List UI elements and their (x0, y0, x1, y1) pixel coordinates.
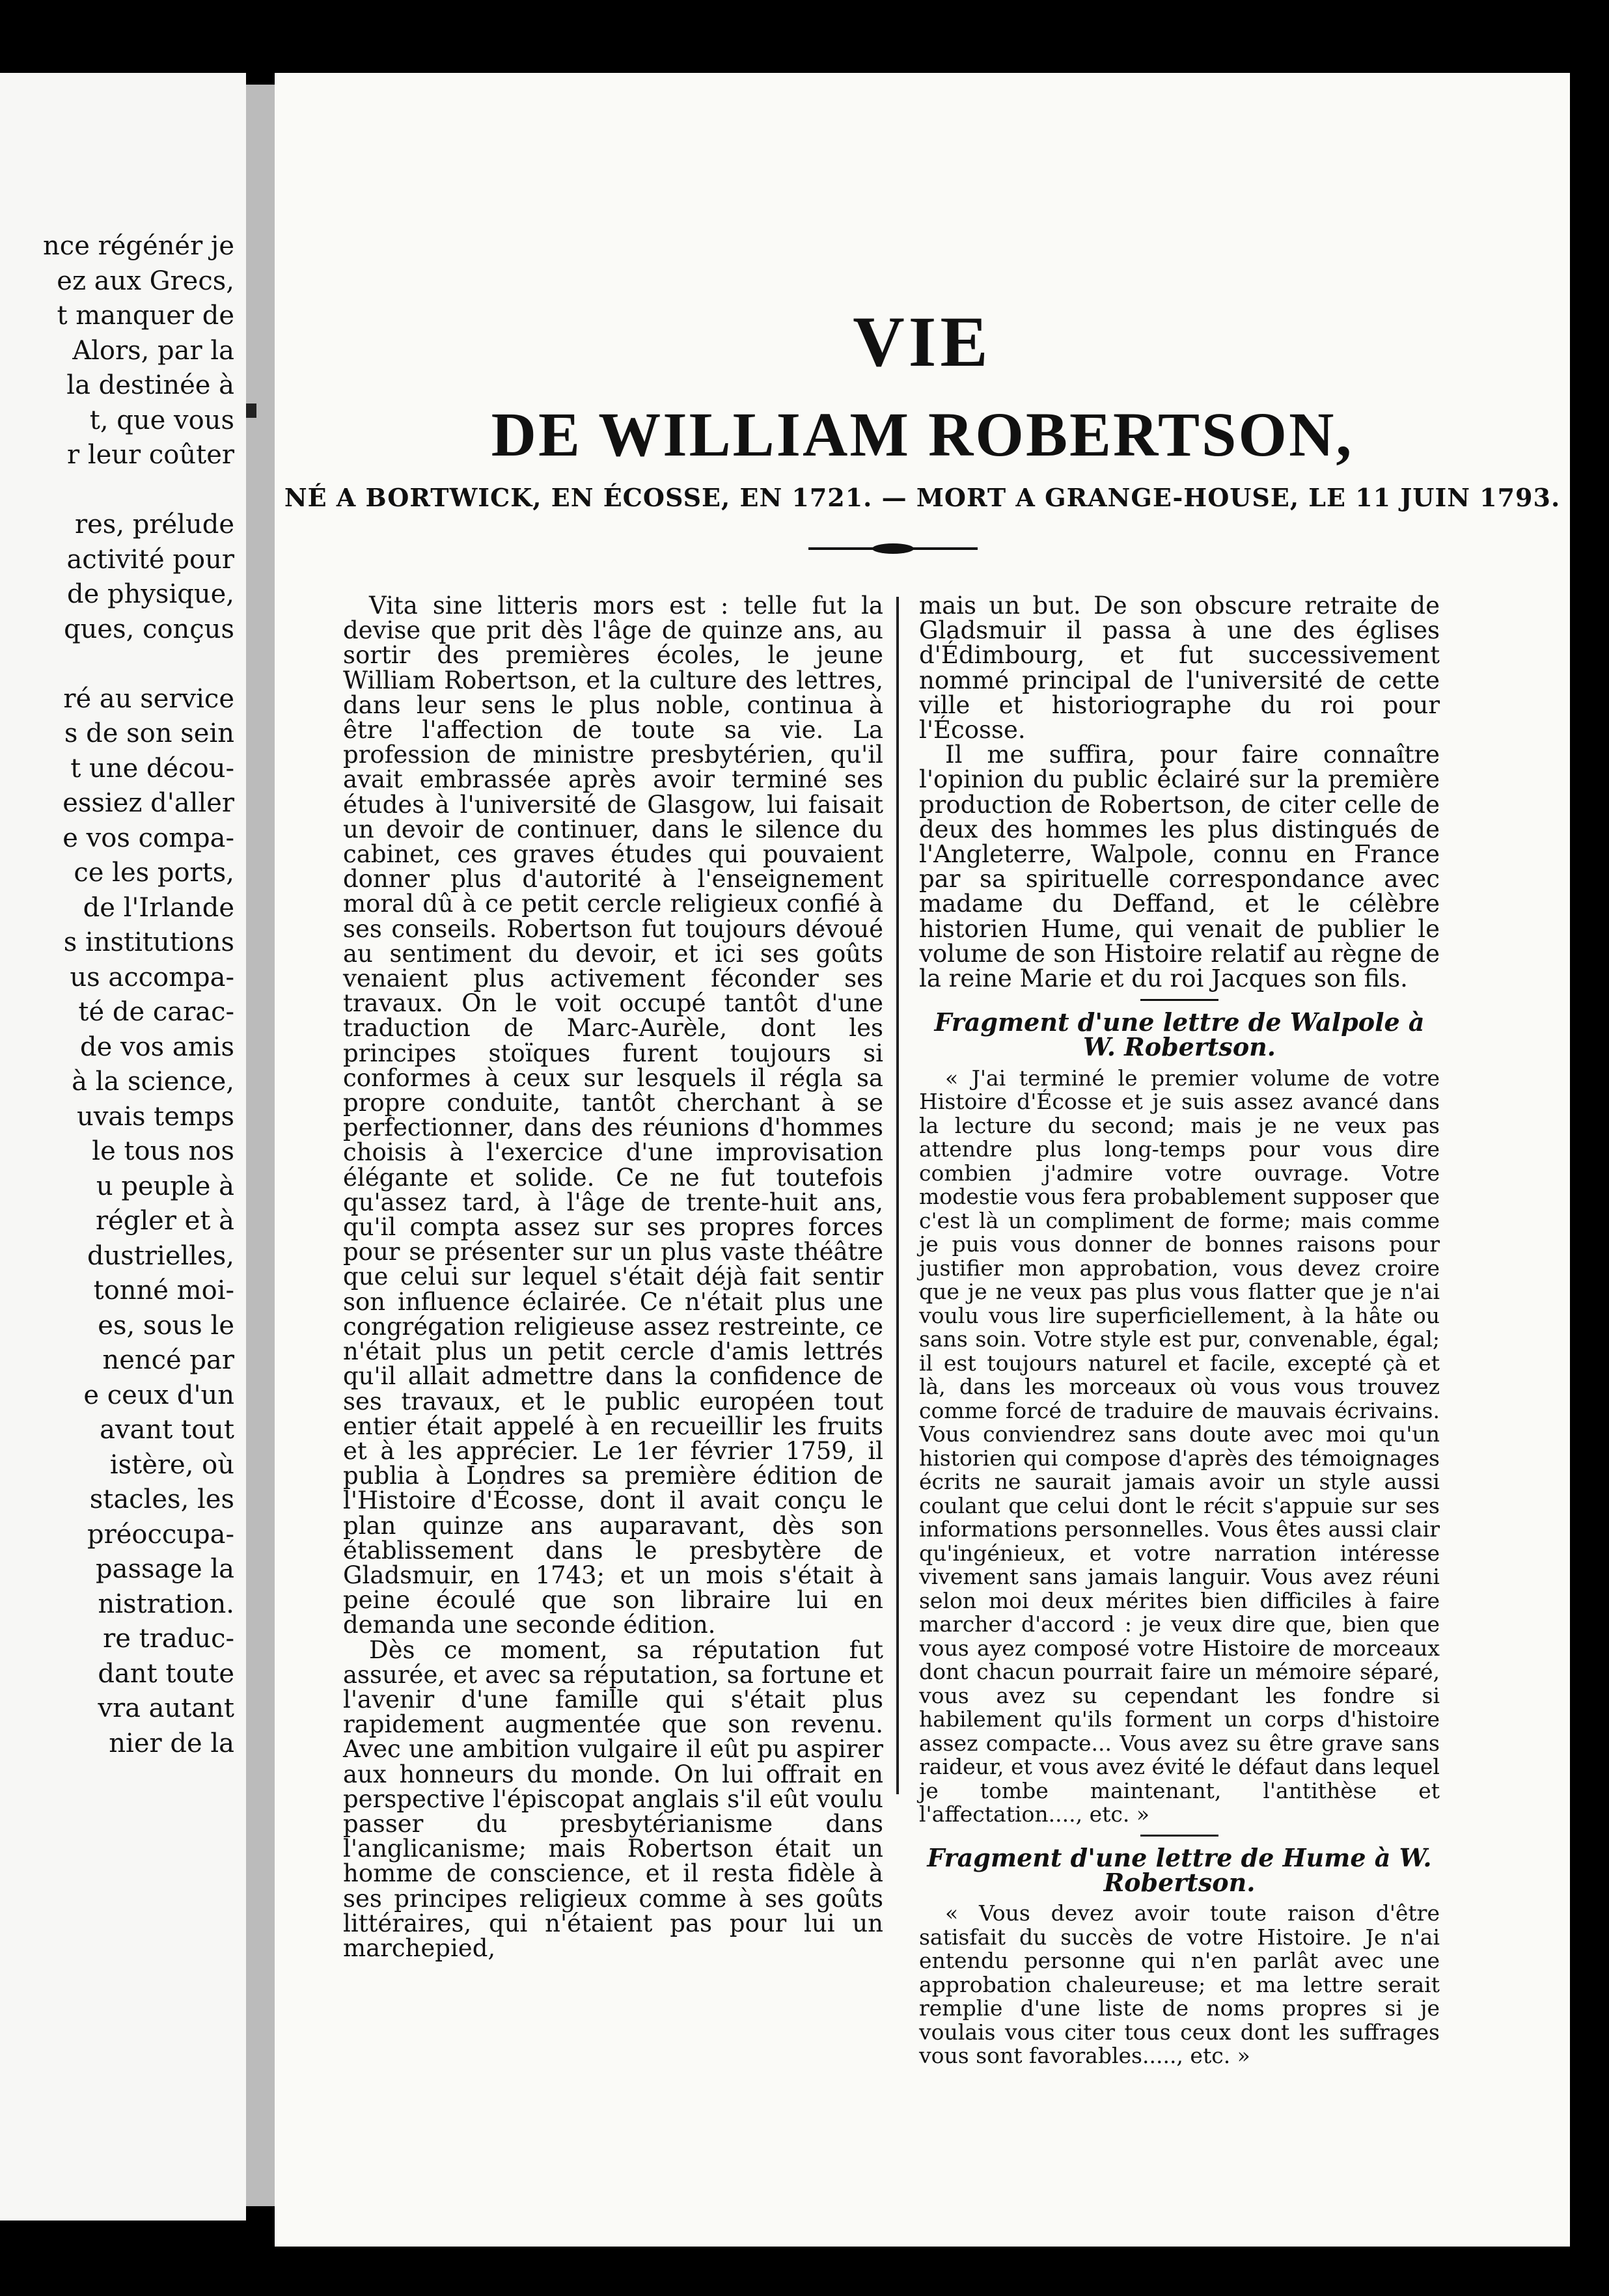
section-rule (1140, 999, 1218, 1001)
section-rule (1140, 1835, 1218, 1837)
main-page (275, 73, 1570, 2247)
left-page-line: préoccupa- (87, 1519, 234, 1550)
left-page-line: s institutions (63, 927, 234, 957)
left-page-line: nencé par (102, 1345, 234, 1375)
paragraph-reputation: Dès ce moment, sa réputation fut assurée, et avec sa réputation, sa fortune et l'avenir d'une famille qui s'était plus rapidement augmentée que son revenu. Avec une ambition vulgaire il eût pu aspirer aux honneurs du monde. On lui offrait en perspective l'épiscopat anglais s'il eût voulu passer du presbytérianisme dans l'anglicanisme; mais Robertson était un homme de conscience, et il resta fidèle à ses principes religieux comme à ses goûts littéraires, qui n'étaient pas pour lui un marchepied, (343, 1635, 883, 1962)
left-page-line: uvais temps (76, 1101, 234, 1132)
left-page-line: Alors, par la (72, 335, 234, 366)
left-page-line: s de son sein (64, 718, 234, 748)
left-page-line: r leur coûter (66, 440, 234, 470)
page-gutter (246, 85, 275, 2206)
left-page-fragment (0, 73, 246, 2221)
column-separator (896, 597, 899, 1794)
left-page-line: t, que vous (89, 405, 234, 435)
left-page-line: ques, conçus (64, 614, 234, 644)
hume-fragment-heading: Fragment d'une lettre de Hume à W. Robertson. (927, 1842, 1432, 1897)
left-page-line: re traduc- (103, 1624, 234, 1654)
left-page-line: e ceux d'un (83, 1380, 234, 1410)
left-page-line: nistration. (98, 1589, 234, 1619)
left-page-line: u peuple à (96, 1171, 234, 1201)
walpole-fragment-text: « J'ai terminé le premier volume de votre Histoire d'Écosse et je suis assez avancé dans la lecture du second; mais je ne veux pas attendre plus long-temps pour vous dire combien j'admire votre ouvrage. Votre modestie vous fera probablement supposer que c'est là un compliment de forme; mais comme je puis vous donner de bonnes raisons pour justifier mon approbation, vous devez croire que je ne veux pas plus vous flatter que je n'ai voulu vous lire superficiellement, à la hâte ou sans soin. Votre style est pur, convenable, égal; il est toujours naturel et facile, excepté çà et là, dans les morceaux où vous vous trouvez comme forcé de traduire de mauvais écrivains. Vous conviendrez sans doute avec moi qu'un historien qui compose d'après des témoignages écrits ne saurait jamais avoir un style aussi coulant que celui dont le récit s'appuie sur ses informations personnelles. Vous êtes aussi clair qu'ingénieux, et votre narration intéresse vivement sans jamais languir. Vous avez réuni selon moi deux mérites bien difficiles à faire marcher d'accord : je veux dire que, bien que vous ayez composé votre Histoire de morceaux dont chacun pourrait faire un mémoire séparé, vous avez su cependant les fondre si habilement qu'ils forment un corps d'histoire assez compacte... Vous avez su être grave sans raideur, et vous avez évité le défaut dans lequel je tombe maintenant, l'antithèse et l'affectation...., etc. » (919, 1065, 1440, 1827)
page-title: VIE (853, 302, 992, 381)
left-page-line: istère, où (109, 1449, 234, 1480)
birth-death-line: NÉ A BORTWICK, EN ÉCOSSE, EN 1721. — MORT A GRANGE-HOUSE, LE 11 JUIN 1793. (284, 483, 1561, 512)
left-page-line: t une décou- (70, 753, 234, 784)
ornament-divider (808, 543, 978, 554)
left-page-line: dustrielles, (87, 1240, 234, 1271)
left-page-line: ce les ports, (74, 858, 234, 888)
column-right (919, 594, 1440, 2068)
left-page-line: nce régénér je (43, 231, 234, 261)
walpole-fragment-heading: Fragment d'une lettre de Walpole à W. Robertson. (934, 1007, 1425, 1062)
left-page-line: t manquer de (57, 301, 234, 331)
left-page-line: le tous nos (92, 1136, 234, 1166)
left-page-line: de physique, (66, 579, 234, 609)
left-page-line: de vos amis (79, 1032, 234, 1062)
left-page-line: activité pour (66, 544, 234, 575)
left-page-line: es, sous le (98, 1310, 234, 1341)
left-page-line: avant tout (100, 1415, 234, 1445)
binding-mark (246, 403, 256, 418)
left-page-line: à la science, (72, 1067, 234, 1097)
paragraph-career: mais un but. De son obscure retraite de Gladsmuir il passa à une des églises d'Édimbourg, et fut successivement nommé principal de l'université de cette ville et historiographe du roi pour l'Écosse. (919, 592, 1440, 745)
paragraph-intro: Vita sine litteris mors est : telle fut la devise que prit dès l'âge de quinze ans, au sortir des premières écoles, le jeune William Robertson, et la culture des lettres, dans leur sens le plus noble, continua à être l'affection de toute sa vie. La profession de ministre presbytérien, qu'il avait embrassée après avoir terminé ses études à l'université de Glasgow, lui faisait un devoir de continuer, dans le silence du cabinet, ces graves études qui pouvaient donner plus d'autorité à l'enseignement moral dû à ce petit cercle religieux confié à ses conseils. Robertson fut toujours dévoué au sentiment du devoir, et ici ses goûts venaient plus activement féconder ses travaux. On le voit occupé tantôt d'une traduction de Marc-Aurèle, dont les principes stoïques furent toujours si conformes à ceux sur lesquels il régla sa propre conduite, tantôt cherchant à se perfectionner, dans des réunions d'hommes choisis à l'exercice d'une improvisation élégante et solide. Ce ne fut toutefois qu'assez tard, à l'âge de trente-huit ans, qu'il compta assez sur ses propres forces pour se présenter sur un plus vaste théâtre que celui sur lequel s'était déjà fait sentir son influence éclairée. Ce n'était plus une congrégation religieuse assez restreinte, ce n'était plus un petit cercle d'amis lettrés qu'il allait admettre dans la confidence de ses travaux, et le public européen tout entier était appelé à en recueillir les fruits et à les apprécier. Le 1er février 1759, il publia à Londres sa première édition de l'Histoire d'Écosse, dont il avait conçu le plan quinze ans auparavant, dès son établissement dans le presbytère de Gladsmuir, en 1743; et un mois s'était à peine écoulé que son libraire lui en demanda une seconde édition. (343, 592, 883, 1639)
left-page-line: nier de la (109, 1728, 234, 1758)
left-page-line: essiez d'aller (62, 788, 234, 818)
left-page-line: us accompa- (70, 962, 234, 992)
left-page-line: e vos compa- (62, 823, 234, 853)
left-page-line: stacles, les (89, 1484, 234, 1514)
left-page-line: la destinée à (66, 370, 234, 400)
left-page-line: ré au service (63, 683, 234, 714)
left-page-line: tonné moi- (93, 1276, 234, 1305)
left-page-line: dant toute (98, 1658, 234, 1689)
left-page-line: de l'Irlande (83, 892, 234, 923)
paragraph-opinion: Il me suffira, pour faire connaître l'opinion du public éclairé sur la première production de Robertson, de citer celle de deux des hommes les plus distingués de l'Angleterre, Walpole, connu en France par sa spirituelle correspondance avec madame du Deffand, et le célèbre historien Hume, qui venait de publier le volume de son Histoire relatif au règne de la reine Marie et du roi Jacques son fils. (919, 741, 1440, 993)
left-page-line (43, 647, 234, 682)
left-page-line: ez aux Grecs, (57, 266, 234, 296)
hume-fragment-text: « Vous devez avoir toute raison d'être satisfait du succès de votre Histoire. Je n'ai entendu personne qui n'en parlât avec une approbation chaleureuse; et ma lettre serait remplie d'une liste de noms propres si je voulais vous citer tous ceux dont les suffrages vous sont favorables....., etc. » (919, 1900, 1440, 2069)
left-page-text (43, 229, 234, 1761)
page-subtitle-name: DE WILLIAM ROBERTSON, (491, 400, 1354, 469)
column-left (343, 594, 883, 1961)
left-page-line: régler et à (95, 1206, 234, 1236)
left-page-line (43, 473, 234, 508)
left-page-line: vra autant (98, 1693, 234, 1723)
left-page-line: té de carac- (78, 997, 234, 1027)
left-page-line: passage la (96, 1554, 234, 1584)
left-page-line: res, prélude (75, 510, 234, 540)
